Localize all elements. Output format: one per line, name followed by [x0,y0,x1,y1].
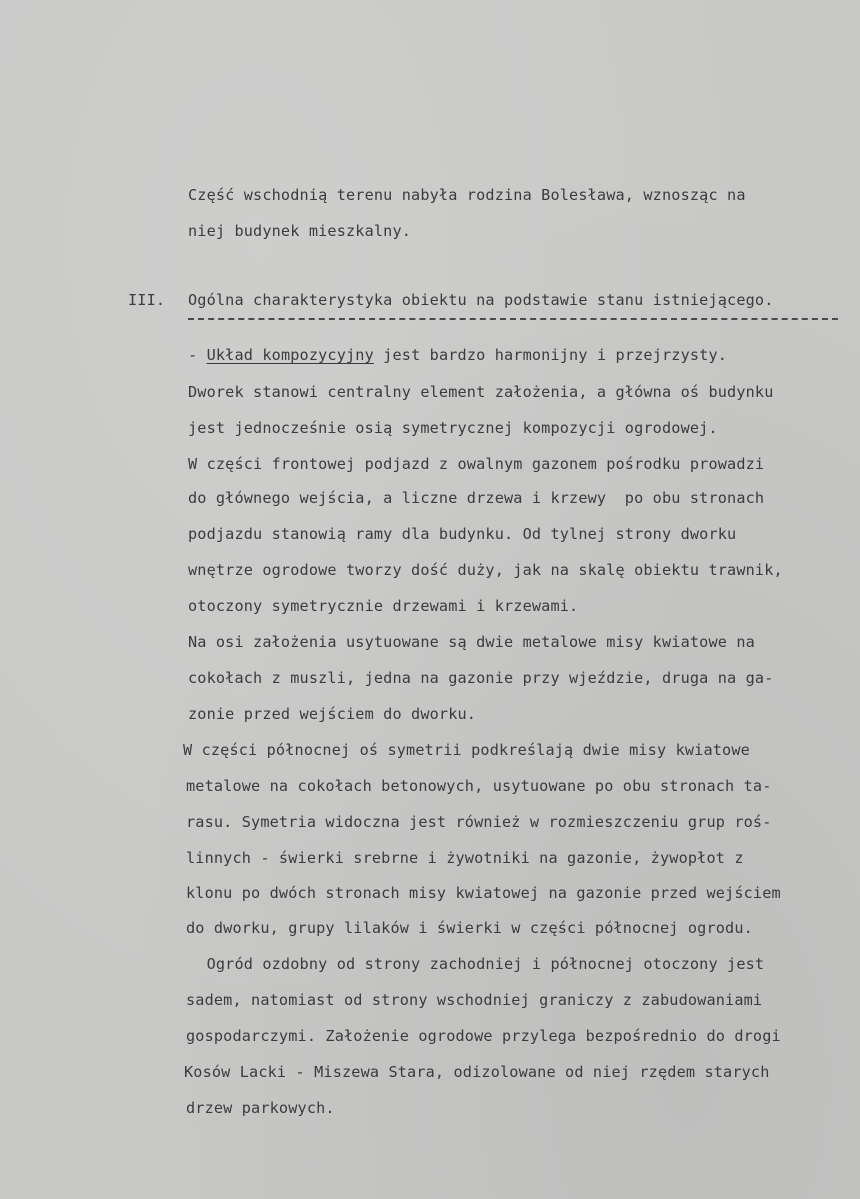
section-number: III. [128,291,166,309]
body-line: Kosów Lacki - Miszewa Stara, odizolowane od niej rzędem starych [184,1063,770,1081]
underlined-term: Układ kompozycyjny [206,346,374,364]
body-line: do dworku, grupy lilaków i świerki w części północnej ogrodu. [186,919,753,937]
heading-underline [188,318,838,320]
body-line: podjazdu stanowią ramy dla budynku. Od tylnej strony dworku [188,525,737,543]
body-line: do głównego wejścia, a liczne drzewa i krzewy po obu stronach [188,489,765,507]
body-line: otoczony symetrycznie drzewami i krzewami. [188,597,579,615]
body-line: jest jednocześnie osią symetrycznej kompozycji ogrodowej. [188,419,718,437]
body-line: drzew parkowych. [186,1099,335,1117]
body-line: gospodarczymi. Założenie ogrodowe przylega bezpośrednio do drogi [186,1027,781,1045]
intro-line-2: niej budynek mieszkalny. [188,222,412,240]
paragraph-first-line [188,345,727,365]
first-line-rest: jest bardzo harmonijny i przejrzysty. [373,346,728,364]
body-line: W części frontowej podjazd z owalnym gazonem pośrodku prowadzi [188,455,765,473]
body-line: rasu. Symetria widoczna jest również w rozmieszczeniu grup roś- [186,813,772,831]
dash: - [188,346,207,364]
body-line: metalowe na cokołach betonowych, usytuowane po obu stronach ta- [186,777,772,795]
body-line: cokołach z muszli, jedna na gazonie przy wjeździe, druga na ga- [188,669,774,687]
body-line: W części północnej oś symetrii podkreślają dwie misy kwiatowe [183,741,750,759]
intro-line-1: Część wschodnią terenu nabyła rodzina Bolesława, wznosząc na [188,186,746,204]
body-line: wnętrze ogrodowe tworzy dość duży, jak na skalę obiektu trawnik, [188,561,783,579]
body-line: Dworek stanowi centralny element założenia, a główna oś budynku [188,383,774,401]
body-line: Na osi założenia usytuowane są dwie metalowe misy kwiatowe na [188,633,755,651]
body-line: Ogród ozdobny od strony zachodniej i północnej otoczony jest [188,955,765,973]
body-line: zonie przed wejściem do dworku. [188,705,477,723]
section-heading: Ogólna charakterystyka obiektu na podstawie stanu istniejącego. [188,291,774,309]
body-line: klonu po dwóch stronach misy kwiatowej na gazonie przed wejściem [186,884,781,902]
body-line: sadem, natomiast od strony wschodniej graniczy z zabudowaniami [186,991,763,1009]
body-line: linnych - świerki srebrne i żywotniki na gazonie, żywopłot z [186,849,744,867]
